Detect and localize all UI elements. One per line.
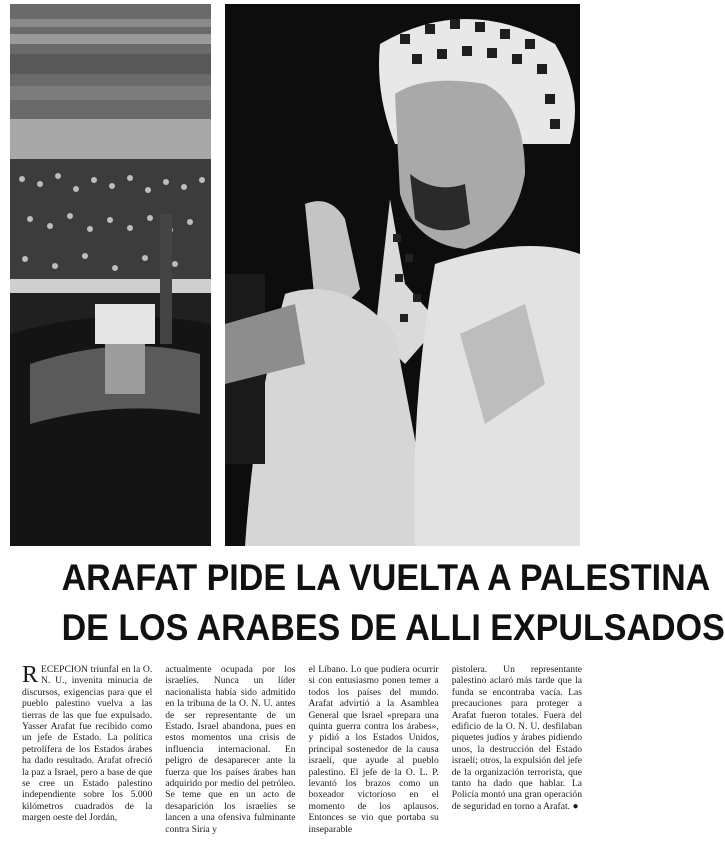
un-assembly-photo bbox=[10, 4, 211, 546]
article-column-3 bbox=[309, 664, 439, 850]
article-column-1 bbox=[22, 664, 152, 850]
article-column-2 bbox=[165, 664, 295, 850]
article-column-4-text: pistolera. Un representante palestino aclaró más tarde que la funda se encontraba vacía. Las precauciones para proteger a Arafat fueron totales. Fuera del edificio de la O. N. U. desfilaban piquetes judíos y árabes pidiendo unos, la destrucción del Estado israelí; otros, la expulsión del jefe de la organización terrorista, que tanto ha dado que hablar. La Policía montó una gran operación de seguridad en torno a Arafat. bbox=[451, 664, 582, 812]
arafat-speaking-image bbox=[225, 4, 580, 546]
headline-line-1: ARAFAT PIDE LA VUELTA A PALESTINA bbox=[61, 557, 711, 598]
end-of-article-mark: ● bbox=[572, 800, 579, 812]
article-body bbox=[22, 664, 582, 850]
arafat-portrait-photo bbox=[225, 4, 580, 546]
article-column-1-text: ECEPCION triunfal en la O. N. U., invenita minucia de discursos, exigencias para que el pueblo palestino vuelva a las tierras de las que fue expulsado. Yasser Arafat fue recibido como un jefe de Estado. La política petrolífera de los Estados árabes ha dado resultado. Arafat ofreció la paz a Israel, pero a base de que se cree un Estado palestino independiente sobre los 5.000 kilómetros cuadrados de la margen oeste del Jordán, bbox=[22, 664, 153, 824]
article-column-4 bbox=[452, 664, 582, 850]
assembly-hall-image bbox=[10, 4, 211, 546]
article-column-2-text: actualmente ocupada por los israelíes. Nunca un líder nacionalista había sido admitido en la tribuna de la O. N. U. antes de ser representante de un Estado. Israel abandona, pues en estos momentos una crisis de influencia internacional. En peligro de desaparecer ante la fuerza que los países árabes han adquirido por medio del petróleo. Se teme que en un acto de desaparición los israelíes se lancen a una ofensiva fulminante contra Siria y bbox=[165, 664, 296, 835]
drop-cap: R bbox=[22, 662, 39, 688]
article-column-3-text: el Líbano. Lo que pudiera ocurrir si con entusiasmo ponen temer a todos los países del mundo. Arafat advirtió a la Asamblea General que Israel «prepara una quinta guerra contra los árabes», y pidió a los Estados Unidos, principal sostenedor de la causa israelí, que ayude al pueblo palestino. El jefe de la O. L. P. levantó los brazos como un boxeador victorioso en el momento de los aplausos. Entonces se vio que portaba su inseparable bbox=[308, 664, 439, 835]
headline-line-2: DE LOS ARABES DE ALLI EXPULSADOS bbox=[61, 607, 725, 648]
